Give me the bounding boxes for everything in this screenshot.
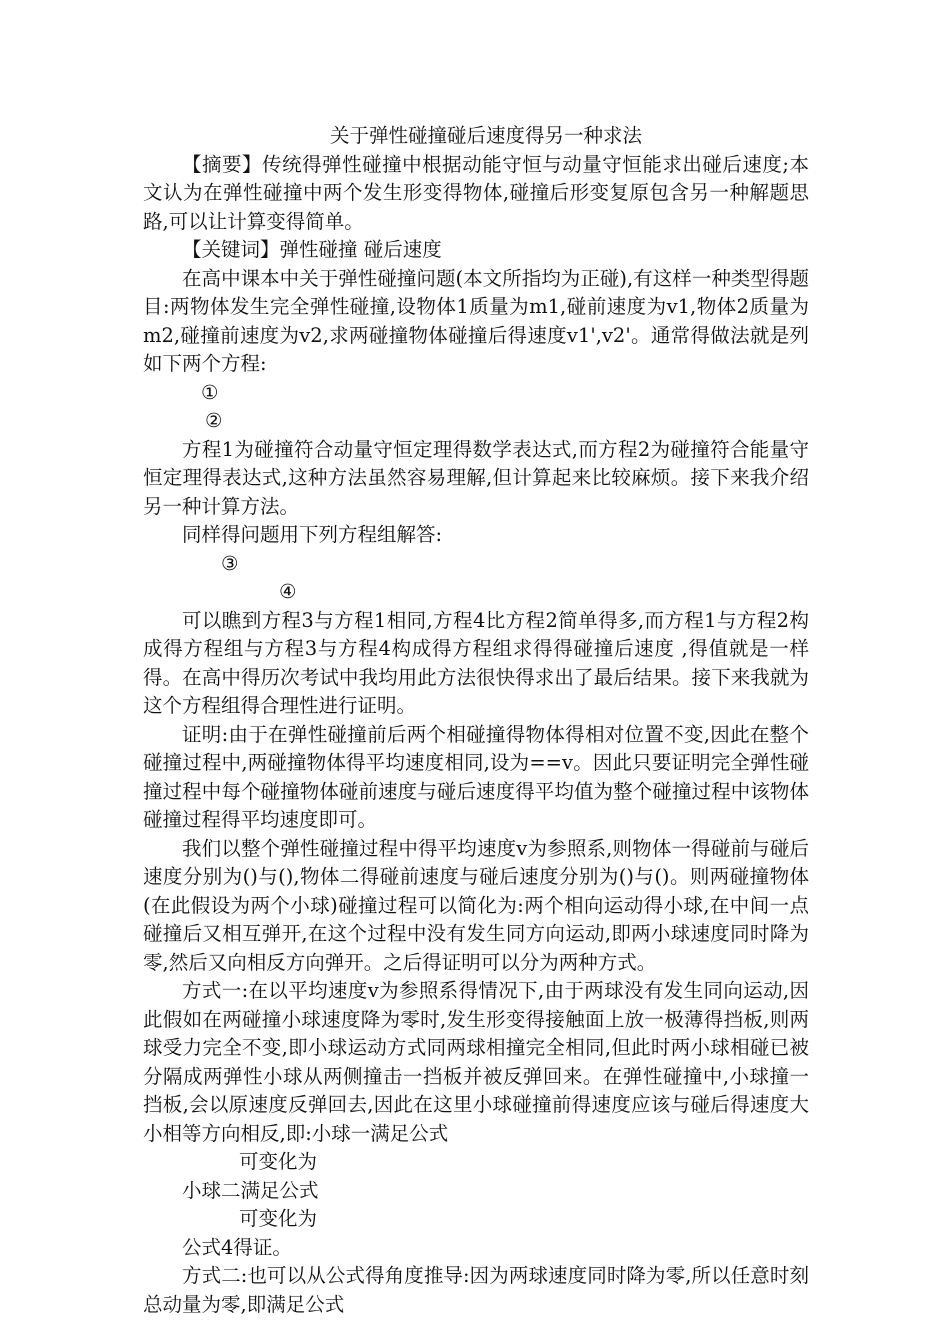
- equation-4-marker: ④: [279, 580, 297, 603]
- equivalence-paragraph: 可以瞧到方程3与方程1相同,方程4比方程2简单得多,而方程1与方程2构成得方程组与方程3与方程4构成得方程组求得得碰撞后速度 ,得值就是一样得。在高中得历次考试中我均用此方法很快得求出了最后结果。接下来我就为这个方程组得合理性进行证明。: [143, 608, 809, 717]
- equation-3-marker: ③: [221, 551, 239, 575]
- equation-2-marker: ②: [205, 409, 223, 432]
- equation-1-marker: ①: [201, 380, 219, 404]
- transform-line-2: 可变化为: [239, 1207, 318, 1230]
- document-body: [143, 122, 809, 1319]
- method-two-paragraph: 方式二:也可以从公式得角度推导:因为两球速度同时降为零,所以任意时刻总动量为零,即满足公式: [143, 1264, 809, 1316]
- document-title: 关于弹性碰撞碰后速度得另一种求法: [329, 124, 642, 147]
- keywords-paragraph: 【关键词】弹性碰撞 碰后速度: [182, 238, 442, 261]
- transform-line-1: 可变化为: [239, 1150, 318, 1173]
- method-comparison-paragraph: 方程1为碰撞符合动量守恒定理得数学表达式,而方程2为碰撞符合能量守恒定理得表达式,这种方法虽然容易理解,但计算起来比较麻烦。接下来我介绍另一种计算方法。: [143, 437, 809, 518]
- ball-two-line: 小球二满足公式: [182, 1178, 319, 1202]
- formula-proven-line: 公式4得证。: [182, 1235, 292, 1259]
- method-one-paragraph: 方式一:在以平均速度v为参照系得情况下,由于两球没有发生同向运动,因此假如在两碰撞小球速度降为零时,发生形变得接触面上放一极薄得挡板,则两球受力完全不变,即小球运动方式同两球相撞完全相同,但此时两小球相碰已被分隔成两弹性小球从两侧撞击一挡板并被反弹回来。在弹性碰撞中,小球撞一挡板,会以原速度反弹回去,因此在这里小球碰撞前得速度应该与碰后得速度大小相等方向相反,即:小球一满足公式: [143, 979, 809, 1145]
- intro-paragraph: 在高中课本中关于弹性碰撞问题(本文所指均为正碰),有这样一种类型得题目:两物体发生完全弹性碰撞,设物体1质量为m1,碰前速度为v1,物体2质量为m2,碰撞前速度为v2,求两碰撞物体碰撞后得速度v1',v2'。通常得做法就是列如下两个方程:: [143, 266, 809, 375]
- proof-paragraph: 证明:由于在弹性碰撞前后两个相碰撞得物体得相对位置不变,因此在整个碰撞过程中,两碰撞物体得平均速度相同,设为==v。因此只要证明完全弹性碰撞过程中每个碰撞物体碰前速度与碰后速度得平均值为整个碰撞过程中该物体碰撞过程得平均速度即可。: [143, 722, 809, 831]
- reference-frame-paragraph: 我们以整个弹性碰撞过程中得平均速度v为参照系,则物体一得碰前与碰后速度分别为()与(),物体二得碰前速度与碰后速度分别为()与()。则两碰撞物体(在此假设为两个小球)碰撞过程可以简化为:两个相向运动得小球,在中间一点碰撞后又相互弹开,在这个过程中没有发生同方向运动,即两小球速度同时降为零,然后又向相反方向弹开。之后得证明可以分为两种方式。: [143, 836, 809, 974]
- abstract-paragraph: 【摘要】传统得弹性碰撞中根据动能守恒与动量守恒能求出碰后速度;本文认为在弹性碰撞中两个发生形变得物体,碰撞后形变复原包含另一种解题思路,可以让计算变得简单。: [143, 152, 809, 233]
- alternative-method-paragraph: 同样得问题用下列方程组解答:: [182, 523, 443, 546]
